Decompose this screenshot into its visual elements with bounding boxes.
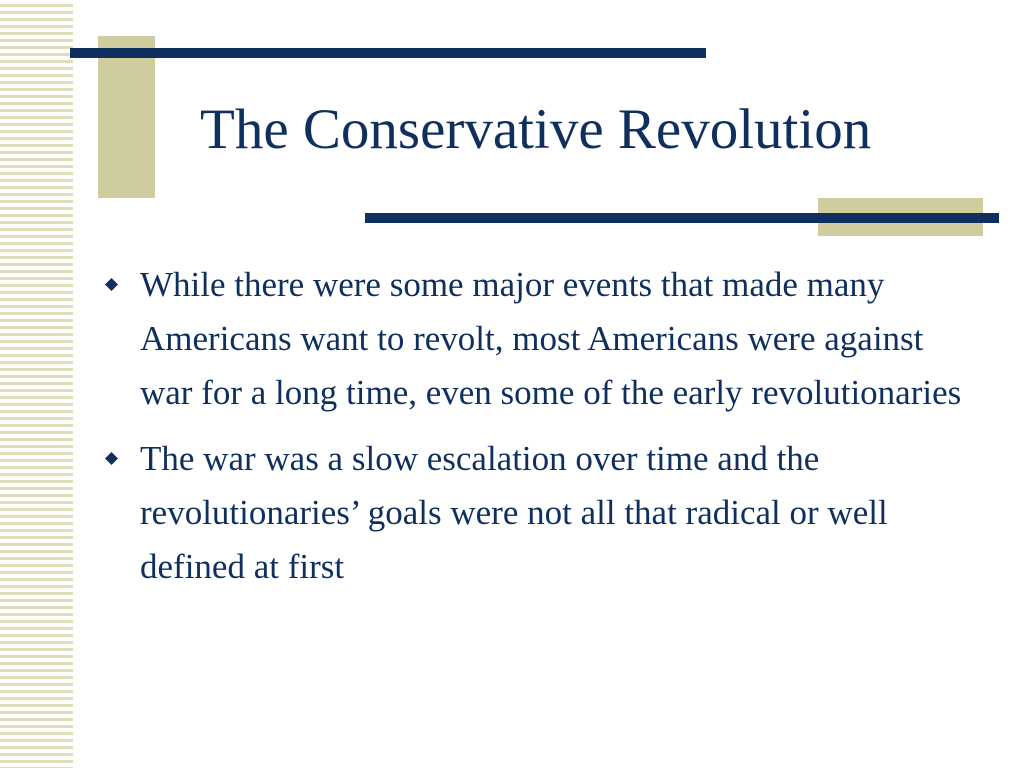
diamond-bullet-icon [105, 278, 118, 291]
diamond-bullet-icon [105, 452, 118, 465]
bullet-item [103, 432, 983, 594]
top-rule [70, 48, 706, 58]
bullet-text: While there were some major events that made many Americans want to revolt, most Americans were against war for a long time, even some of the early revolutionaries [140, 265, 962, 412]
slide-title: The Conservative Revolution [200, 98, 872, 161]
bullet-item [103, 258, 983, 420]
bottom-rule-segment [818, 213, 983, 223]
accent-block-title [98, 36, 155, 198]
striped-edge-decoration [0, 0, 73, 768]
bullet-text: The war was a slow escalation over time and the revolutionaries’ goals were not all that radical or well defined at first [140, 439, 888, 586]
bullet-list [103, 258, 983, 606]
